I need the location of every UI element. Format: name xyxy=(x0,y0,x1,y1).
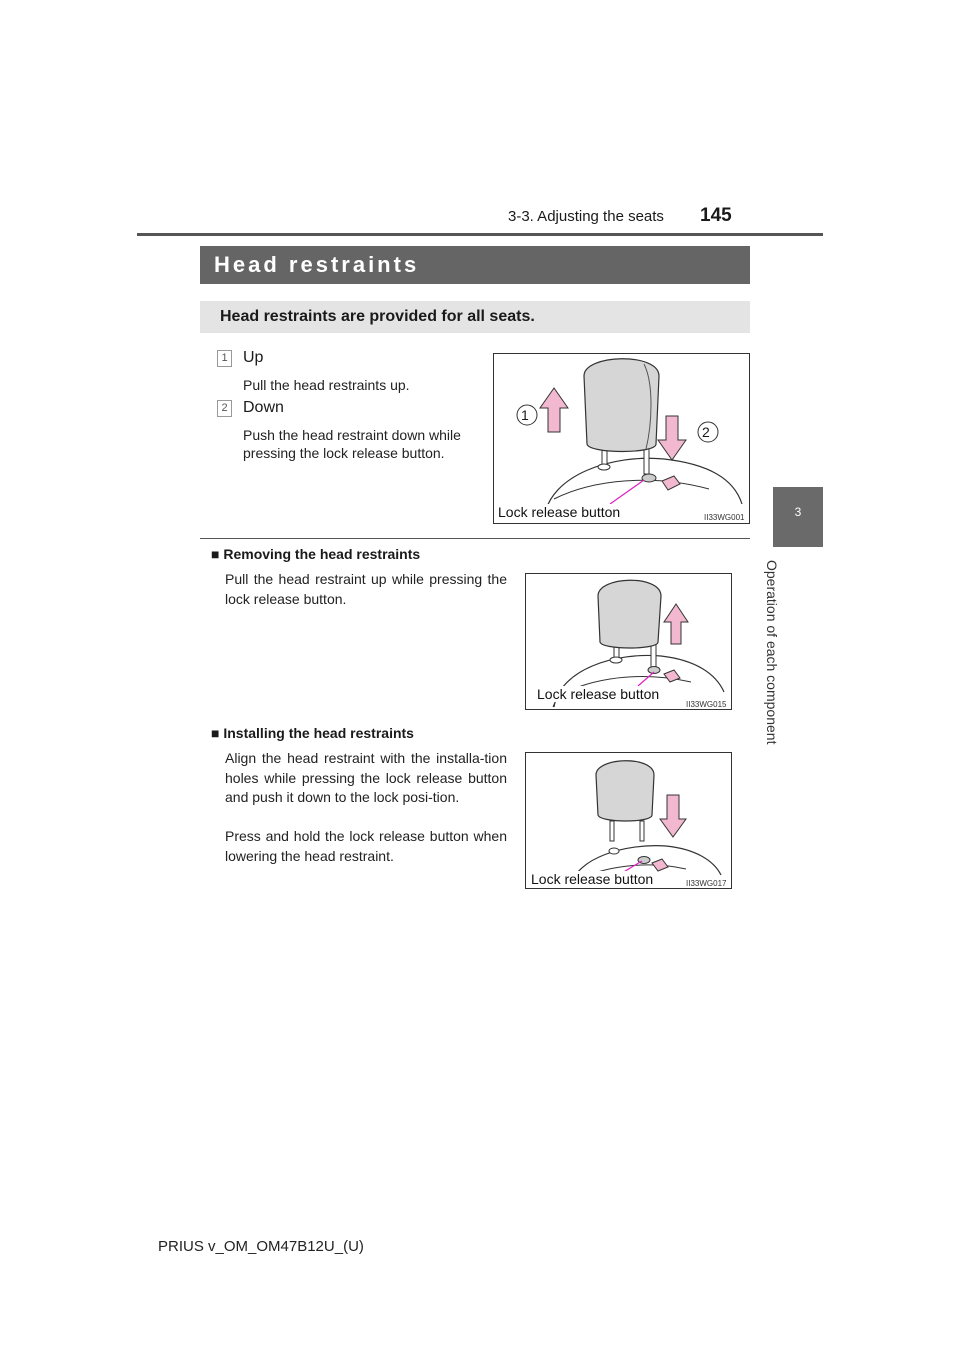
figure-code-installing: II33WG017 xyxy=(686,879,727,888)
step-title-up: Up xyxy=(243,349,264,366)
removing-text: Pull the head restraint up while pressing the lock release button. xyxy=(225,571,507,607)
chapter-title: Operation of each component xyxy=(764,560,780,745)
step-number-1: 1 xyxy=(217,350,232,367)
installing-text-2: Press and hold the lock release button when lowering the head restraint. xyxy=(225,828,507,864)
document-code: PRIUS v_OM_OM47B12U_(U) xyxy=(158,1238,364,1255)
step-title-down: Down xyxy=(243,399,284,416)
section-divider xyxy=(200,538,750,539)
removing-heading xyxy=(211,546,420,562)
callout-marker-1: 1 xyxy=(521,407,529,423)
step-desc-down-line2: pressing the lock release button. xyxy=(243,445,445,461)
installing-text-1: Align the head restraint with the installa-tion holes while pressing the lock release button and push it down to the lock posi-tion. xyxy=(225,750,507,805)
lock-release-label-installing: Lock release button xyxy=(531,871,654,887)
installing-illustration xyxy=(526,753,731,888)
square-bullet-icon: ■ xyxy=(211,546,220,562)
callout-marker-2: 2 xyxy=(702,424,710,440)
section-reference: 3-3. Adjusting the seats xyxy=(508,208,664,225)
figure-installing xyxy=(525,752,732,889)
step-number-2: 2 xyxy=(217,400,232,417)
page-title: Head restraints xyxy=(200,246,750,284)
lock-release-label: Lock release button xyxy=(498,504,621,520)
removing-heading-text: Removing the head restraints xyxy=(223,546,421,562)
chapter-number: 3 xyxy=(794,505,802,519)
headrestraint-illustration xyxy=(494,354,749,523)
lock-release-label-removing: Lock release button xyxy=(537,686,660,702)
step-desc-down-line1: Push the head restraint down while xyxy=(243,427,461,443)
header-rule xyxy=(137,233,823,236)
figure-removing xyxy=(525,573,732,710)
square-bullet-icon: ■ xyxy=(211,725,220,741)
figure-up-down xyxy=(493,353,750,524)
section-subtitle: Head restraints are provided for all seats. xyxy=(200,301,750,333)
installing-heading-text: Installing the head restraints xyxy=(223,725,414,741)
installing-heading xyxy=(211,725,414,741)
step-desc-up: Pull the head restraints up. xyxy=(243,377,410,393)
page-number: 145 xyxy=(700,205,732,226)
figure-code: II33WG001 xyxy=(704,513,745,522)
figure-code-removing: II33WG015 xyxy=(686,700,727,709)
